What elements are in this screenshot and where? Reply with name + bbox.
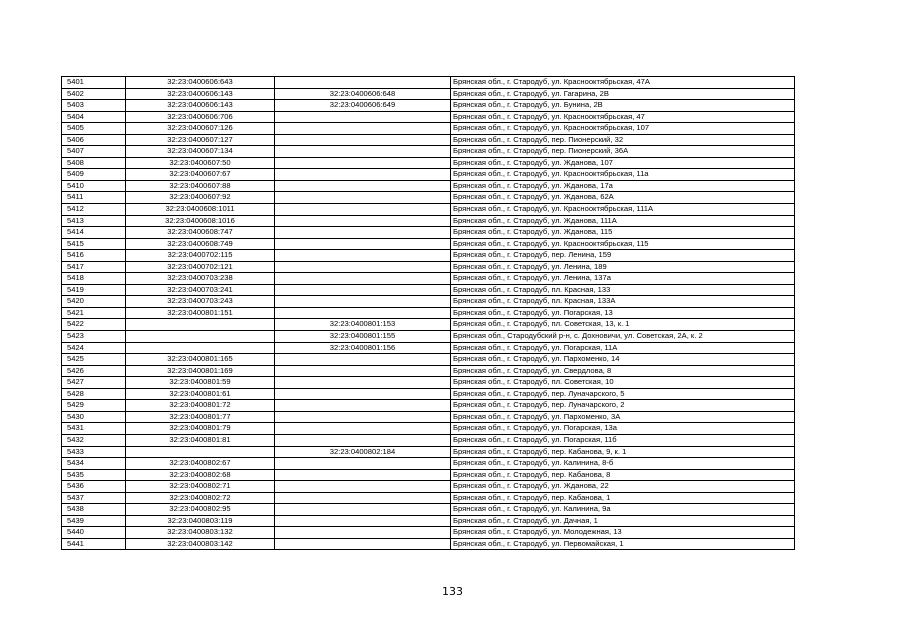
cell-row-number: 5416 (62, 250, 126, 262)
cell-row-number: 5418 (62, 273, 126, 285)
registry-table-body (62, 77, 795, 550)
table-row (62, 411, 795, 423)
table-row (62, 434, 795, 446)
cell-linked-cadastral-number (275, 215, 451, 227)
cell-row-number: 5438 (62, 504, 126, 516)
cell-linked-cadastral-number (275, 504, 451, 516)
cell-row-number: 5419 (62, 284, 126, 296)
table-row (62, 365, 795, 377)
table-row (62, 227, 795, 239)
cell-linked-cadastral-number (275, 123, 451, 135)
cell-linked-cadastral-number (275, 469, 451, 481)
cell-linked-cadastral-number: 32:23:0400802:184 (275, 446, 451, 458)
cell-cadastral-number (126, 446, 275, 458)
cell-cadastral-number (126, 331, 275, 343)
cell-cadastral-number: 32:23:0400606:143 (126, 88, 275, 100)
cell-address: Брянская обл., г. Стародуб, пер. Кабанова, 9, к. 1 (451, 446, 795, 458)
cell-address: Брянская обл., г. Стародуб, пер. Пионерский, 32 (451, 134, 795, 146)
table-row (62, 515, 795, 527)
cell-linked-cadastral-number (275, 146, 451, 158)
cell-address: Брянская обл., г. Стародуб, ул. Жданова, 111А (451, 215, 795, 227)
cell-address: Брянская обл., г. Стародуб, пл. Красная, 133 (451, 284, 795, 296)
cell-cadastral-number: 32:23:0400801:59 (126, 377, 275, 389)
table-row (62, 307, 795, 319)
table-row (62, 192, 795, 204)
cell-cadastral-number: 32:23:0400702:121 (126, 261, 275, 273)
cell-address: Брянская обл., г. Стародуб, пл. Советская, 13, к. 1 (451, 319, 795, 331)
cell-linked-cadastral-number (275, 204, 451, 216)
cell-row-number: 5422 (62, 319, 126, 331)
cell-row-number: 5426 (62, 365, 126, 377)
cell-row-number: 5401 (62, 77, 126, 89)
table-row (62, 169, 795, 181)
cell-linked-cadastral-number (275, 284, 451, 296)
cell-row-number: 5437 (62, 492, 126, 504)
cell-address: Брянская обл., г. Стародуб, ул. Калинина, 8-б (451, 458, 795, 470)
table-row (62, 215, 795, 227)
cell-row-number: 5435 (62, 469, 126, 481)
cell-address: Брянская обл., г. Стародуб, ул. Краснооктябрьская, 115 (451, 238, 795, 250)
cell-row-number: 5420 (62, 296, 126, 308)
cell-address: Брянская обл., г. Стародуб, ул. Пархоменко, 14 (451, 354, 795, 366)
cell-address: Брянская обл., г. Стародуб, ул. Жданова, 22 (451, 481, 795, 493)
cell-cadastral-number: 32:23:0400607:127 (126, 134, 275, 146)
table-row (62, 296, 795, 308)
cell-row-number: 5415 (62, 238, 126, 250)
cell-cadastral-number: 32:23:0400607:88 (126, 180, 275, 192)
cell-row-number: 5407 (62, 146, 126, 158)
cell-row-number: 5425 (62, 354, 126, 366)
cell-linked-cadastral-number (275, 411, 451, 423)
cell-linked-cadastral-number (275, 388, 451, 400)
cell-linked-cadastral-number (275, 527, 451, 539)
cell-cadastral-number: 32:23:0400607:126 (126, 123, 275, 135)
table-row (62, 331, 795, 343)
table-row (62, 180, 795, 192)
cell-cadastral-number (126, 319, 275, 331)
table-row (62, 342, 795, 354)
table-row (62, 504, 795, 516)
cell-cadastral-number: 32:23:0400801:77 (126, 411, 275, 423)
cell-cadastral-number: 32:23:0400802:68 (126, 469, 275, 481)
cell-address: Брянская обл., г. Стародуб, ул. Краснооктябрьская, 47А (451, 77, 795, 89)
cell-linked-cadastral-number (275, 261, 451, 273)
cell-row-number: 5430 (62, 411, 126, 423)
cell-linked-cadastral-number (275, 400, 451, 412)
cell-linked-cadastral-number (275, 77, 451, 89)
cell-cadastral-number: 32:23:0400607:92 (126, 192, 275, 204)
table-row (62, 77, 795, 89)
cell-cadastral-number: 32:23:0400606:143 (126, 100, 275, 112)
table-row (62, 261, 795, 273)
cell-cadastral-number: 32:23:0400801:72 (126, 400, 275, 412)
table-row (62, 157, 795, 169)
cell-address: Брянская обл., г. Стародуб, ул. Свердлова, 8 (451, 365, 795, 377)
table-row (62, 134, 795, 146)
cell-cadastral-number: 32:23:0400801:81 (126, 434, 275, 446)
cell-address: Брянская обл., г. Стародуб, ул. Погарская, 11А (451, 342, 795, 354)
cell-row-number: 5412 (62, 204, 126, 216)
cell-linked-cadastral-number (275, 307, 451, 319)
cell-row-number: 5441 (62, 538, 126, 550)
cell-row-number: 5403 (62, 100, 126, 112)
cell-linked-cadastral-number: 32:23:0400801:156 (275, 342, 451, 354)
cell-address: Брянская обл., г. Стародуб, ул. Жданова, 107 (451, 157, 795, 169)
cell-cadastral-number: 32:23:0400801:79 (126, 423, 275, 435)
cell-linked-cadastral-number (275, 377, 451, 389)
cell-linked-cadastral-number: 32:23:0400801:155 (275, 331, 451, 343)
cell-linked-cadastral-number (275, 365, 451, 377)
cell-row-number: 5428 (62, 388, 126, 400)
cell-row-number: 5439 (62, 515, 126, 527)
cell-address: Брянская обл., г. Стародуб, пл. Советская, 10 (451, 377, 795, 389)
cell-address: Брянская обл., г. Стародуб, ул. Пархоменко, 3А (451, 411, 795, 423)
cell-cadastral-number: 32:23:0400703:238 (126, 273, 275, 285)
registry-table (61, 76, 795, 550)
table-row (62, 123, 795, 135)
cell-linked-cadastral-number (275, 169, 451, 181)
cell-linked-cadastral-number: 32:23:0400801:153 (275, 319, 451, 331)
cell-cadastral-number: 32:23:0400702:115 (126, 250, 275, 262)
cell-row-number: 5413 (62, 215, 126, 227)
cell-linked-cadastral-number: 32:23:0400606:648 (275, 88, 451, 100)
cell-cadastral-number (126, 342, 275, 354)
cell-linked-cadastral-number (275, 423, 451, 435)
cell-row-number: 5436 (62, 481, 126, 493)
cell-address: Брянская обл., г. Стародуб, пер. Луначарского, 5 (451, 388, 795, 400)
table-row (62, 446, 795, 458)
cell-linked-cadastral-number (275, 296, 451, 308)
cell-cadastral-number: 32:23:0400606:706 (126, 111, 275, 123)
table-row (62, 458, 795, 470)
cell-linked-cadastral-number (275, 111, 451, 123)
table-row (62, 100, 795, 112)
cell-row-number: 5429 (62, 400, 126, 412)
cell-row-number: 5406 (62, 134, 126, 146)
cell-address: Брянская обл., г. Стародуб, ул. Бунина, 2В (451, 100, 795, 112)
cell-address: Брянская обл., г. Стародуб, ул. Погарская, 13 (451, 307, 795, 319)
table-row (62, 111, 795, 123)
table-row (62, 423, 795, 435)
table-row (62, 250, 795, 262)
cell-row-number: 5440 (62, 527, 126, 539)
cell-address: Брянская обл., г. Стародуб, ул. Краснооктябрьская, 47 (451, 111, 795, 123)
cell-row-number: 5402 (62, 88, 126, 100)
cell-linked-cadastral-number (275, 538, 451, 550)
cell-row-number: 5432 (62, 434, 126, 446)
table-row (62, 238, 795, 250)
cell-row-number: 5405 (62, 123, 126, 135)
table-row (62, 527, 795, 539)
page-number: 133 (442, 585, 463, 598)
cell-address: Брянская обл., г. Стародуб, ул. Погарская, 13а (451, 423, 795, 435)
cell-address: Брянская обл., г. Стародуб, ул. Ленина, 189 (451, 261, 795, 273)
cell-row-number: 5423 (62, 331, 126, 343)
cell-cadastral-number: 32:23:0400803:132 (126, 527, 275, 539)
table-row (62, 204, 795, 216)
cell-cadastral-number: 32:23:0400606:643 (126, 77, 275, 89)
table-row (62, 354, 795, 366)
cell-address: Брянская обл., г. Стародуб, ул. Первомайская, 1 (451, 538, 795, 550)
cell-address: Брянская обл., г. Стародуб, ул. Жданова, 115 (451, 227, 795, 239)
cell-row-number: 5414 (62, 227, 126, 239)
cell-address: Брянская обл., г. Стародуб, пер. Ленина, 159 (451, 250, 795, 262)
cell-row-number: 5431 (62, 423, 126, 435)
cell-row-number: 5424 (62, 342, 126, 354)
cell-row-number: 5417 (62, 261, 126, 273)
cell-row-number: 5408 (62, 157, 126, 169)
cell-address: Брянская обл., г. Стародуб, пер. Кабанова, 1 (451, 492, 795, 504)
cell-cadastral-number: 32:23:0400803:119 (126, 515, 275, 527)
cell-address: Брянская обл., г. Стародуб, ул. Краснооктябрьская, 111А (451, 204, 795, 216)
cell-address: Брянская обл., г. Стародуб, ул. Жданова, 17а (451, 180, 795, 192)
cell-row-number: 5421 (62, 307, 126, 319)
table-row (62, 388, 795, 400)
cell-row-number: 5433 (62, 446, 126, 458)
cell-address: Брянская обл., г. Стародуб, пер. Пионерский, 36А (451, 146, 795, 158)
table-row (62, 319, 795, 331)
cell-row-number: 5410 (62, 180, 126, 192)
table-row (62, 400, 795, 412)
cell-linked-cadastral-number (275, 180, 451, 192)
cell-address: Брянская обл., г. Стародуб, ул. Молодежная, 13 (451, 527, 795, 539)
cell-cadastral-number: 32:23:0400803:142 (126, 538, 275, 550)
cell-cadastral-number: 32:23:0400608:1011 (126, 204, 275, 216)
cell-linked-cadastral-number (275, 157, 451, 169)
cell-linked-cadastral-number (275, 481, 451, 493)
table-row (62, 273, 795, 285)
cell-address: Брянская обл., г. Стародуб, пл. Красная, 133А (451, 296, 795, 308)
cell-row-number: 5434 (62, 458, 126, 470)
cell-address: Брянская обл., г. Стародуб, пер. Луначарского, 2 (451, 400, 795, 412)
cell-cadastral-number: 32:23:0400608:747 (126, 227, 275, 239)
cell-linked-cadastral-number (275, 434, 451, 446)
cell-cadastral-number: 32:23:0400801:61 (126, 388, 275, 400)
cell-address: Брянская обл., г. Стародуб, ул. Погарская, 11б (451, 434, 795, 446)
cell-cadastral-number: 32:23:0400607:50 (126, 157, 275, 169)
cell-address: Брянская обл., Стародубский р-н, с. Дохновичи, ул. Советская, 2А, к. 2 (451, 331, 795, 343)
cell-linked-cadastral-number (275, 192, 451, 204)
cell-row-number: 5411 (62, 192, 126, 204)
cell-address: Брянская обл., г. Стародуб, ул. Дачная, 1 (451, 515, 795, 527)
cell-address: Брянская обл., г. Стародуб, ул. Ленина, 137а (451, 273, 795, 285)
cell-cadastral-number: 32:23:0400801:169 (126, 365, 275, 377)
table-row (62, 284, 795, 296)
cell-linked-cadastral-number (275, 458, 451, 470)
table-row (62, 538, 795, 550)
cell-linked-cadastral-number (275, 273, 451, 285)
cell-linked-cadastral-number (275, 492, 451, 504)
cell-row-number: 5404 (62, 111, 126, 123)
cell-cadastral-number: 32:23:0400703:243 (126, 296, 275, 308)
cell-cadastral-number: 32:23:0400801:151 (126, 307, 275, 319)
cell-cadastral-number: 32:23:0400607:67 (126, 169, 275, 181)
cell-address: Брянская обл., г. Стародуб, ул. Гагарина, 2В (451, 88, 795, 100)
cell-linked-cadastral-number (275, 250, 451, 262)
table-row (62, 469, 795, 481)
cell-cadastral-number: 32:23:0400608:749 (126, 238, 275, 250)
cell-cadastral-number: 32:23:0400802:72 (126, 492, 275, 504)
cell-linked-cadastral-number (275, 238, 451, 250)
table-row (62, 146, 795, 158)
cell-linked-cadastral-number (275, 354, 451, 366)
cell-cadastral-number: 32:23:0400802:67 (126, 458, 275, 470)
cell-address: Брянская обл., г. Стародуб, ул. Краснооктябрьская, 107 (451, 123, 795, 135)
table-row (62, 377, 795, 389)
cell-cadastral-number: 32:23:0400802:71 (126, 481, 275, 493)
cell-address: Брянская обл., г. Стародуб, ул. Жданова, 62А (451, 192, 795, 204)
cell-cadastral-number: 32:23:0400703:241 (126, 284, 275, 296)
cell-address: Брянская обл., г. Стародуб, пер. Кабанова, 8 (451, 469, 795, 481)
cell-linked-cadastral-number (275, 515, 451, 527)
cell-address: Брянская обл., г. Стародуб, ул. Калинина, 9а (451, 504, 795, 516)
table-row (62, 481, 795, 493)
table-row (62, 492, 795, 504)
cell-row-number: 5409 (62, 169, 126, 181)
cell-linked-cadastral-number (275, 134, 451, 146)
cell-linked-cadastral-number: 32:23:0400606:649 (275, 100, 451, 112)
cell-cadastral-number: 32:23:0400801:165 (126, 354, 275, 366)
cell-cadastral-number: 32:23:0400608:1016 (126, 215, 275, 227)
cell-cadastral-number: 32:23:0400607:134 (126, 146, 275, 158)
cell-row-number: 5427 (62, 377, 126, 389)
cell-address: Брянская обл., г. Стародуб, ул. Краснооктябрьская, 11а (451, 169, 795, 181)
cell-linked-cadastral-number (275, 227, 451, 239)
table-row (62, 88, 795, 100)
cell-cadastral-number: 32:23:0400802:95 (126, 504, 275, 516)
